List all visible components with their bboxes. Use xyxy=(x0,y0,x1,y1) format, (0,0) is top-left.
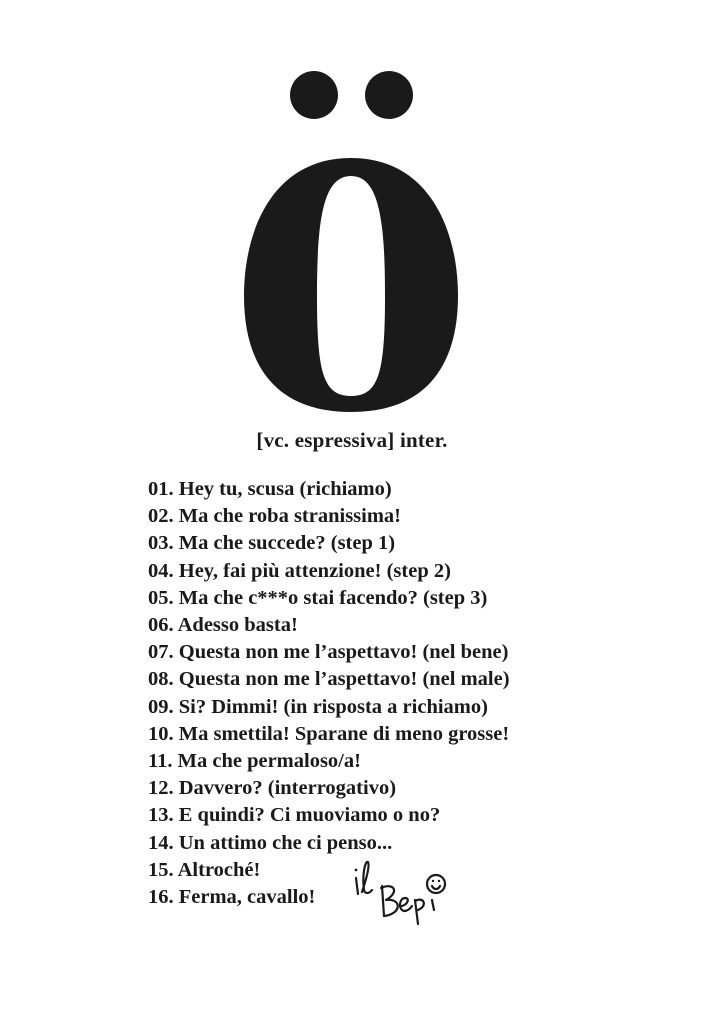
definition-item: 01. Hey tu, scusa (richiamo) xyxy=(148,478,392,500)
definition-item: 16. Ferma, cavallo! xyxy=(148,886,316,909)
headword-o-umlaut xyxy=(0,60,704,420)
definition-item: 05. Ma che c***o stai facendo? (step 3) xyxy=(148,586,488,609)
definition-item: 02. Ma che roba stranissima! xyxy=(148,505,402,528)
definition-item: 09. Si? Dimmi! (in risposta a richiamo) xyxy=(148,695,488,718)
definition-list xyxy=(148,476,510,911)
definition-item: 12. Davvero? (interrogativo) xyxy=(148,777,397,800)
definition-item: 03. Ma che succede? (step 1) xyxy=(148,532,396,555)
umlaut-dot-left xyxy=(290,71,338,119)
letter-o xyxy=(244,158,458,412)
definition-item: 14. Un attimo che ci penso... xyxy=(148,831,393,854)
definition-item: 08. Questa non me l’aspettavo! (nel male) xyxy=(148,668,510,691)
definition-item: 07. Questa non me l’aspettavo! (nel bene) xyxy=(148,641,509,664)
definition-item: 15. Altroché! xyxy=(148,858,261,881)
definition-item: 04. Hey, fai più attenzione! (step 2) xyxy=(148,559,451,582)
umlaut-dot-right xyxy=(365,71,413,119)
definition-item: 11. Ma che permaloso/a! xyxy=(148,750,361,773)
definition-item: 13. E quindi? Ci muoviamo o no? xyxy=(148,804,441,827)
signature-logo xyxy=(348,856,468,926)
etymology-label: [vc. espressiva] inter. xyxy=(256,428,448,452)
definition-item: 06. Adesso basta! xyxy=(148,614,298,637)
definition-item: 10. Ma smettila! Sparane di meno grosse! xyxy=(148,722,510,745)
